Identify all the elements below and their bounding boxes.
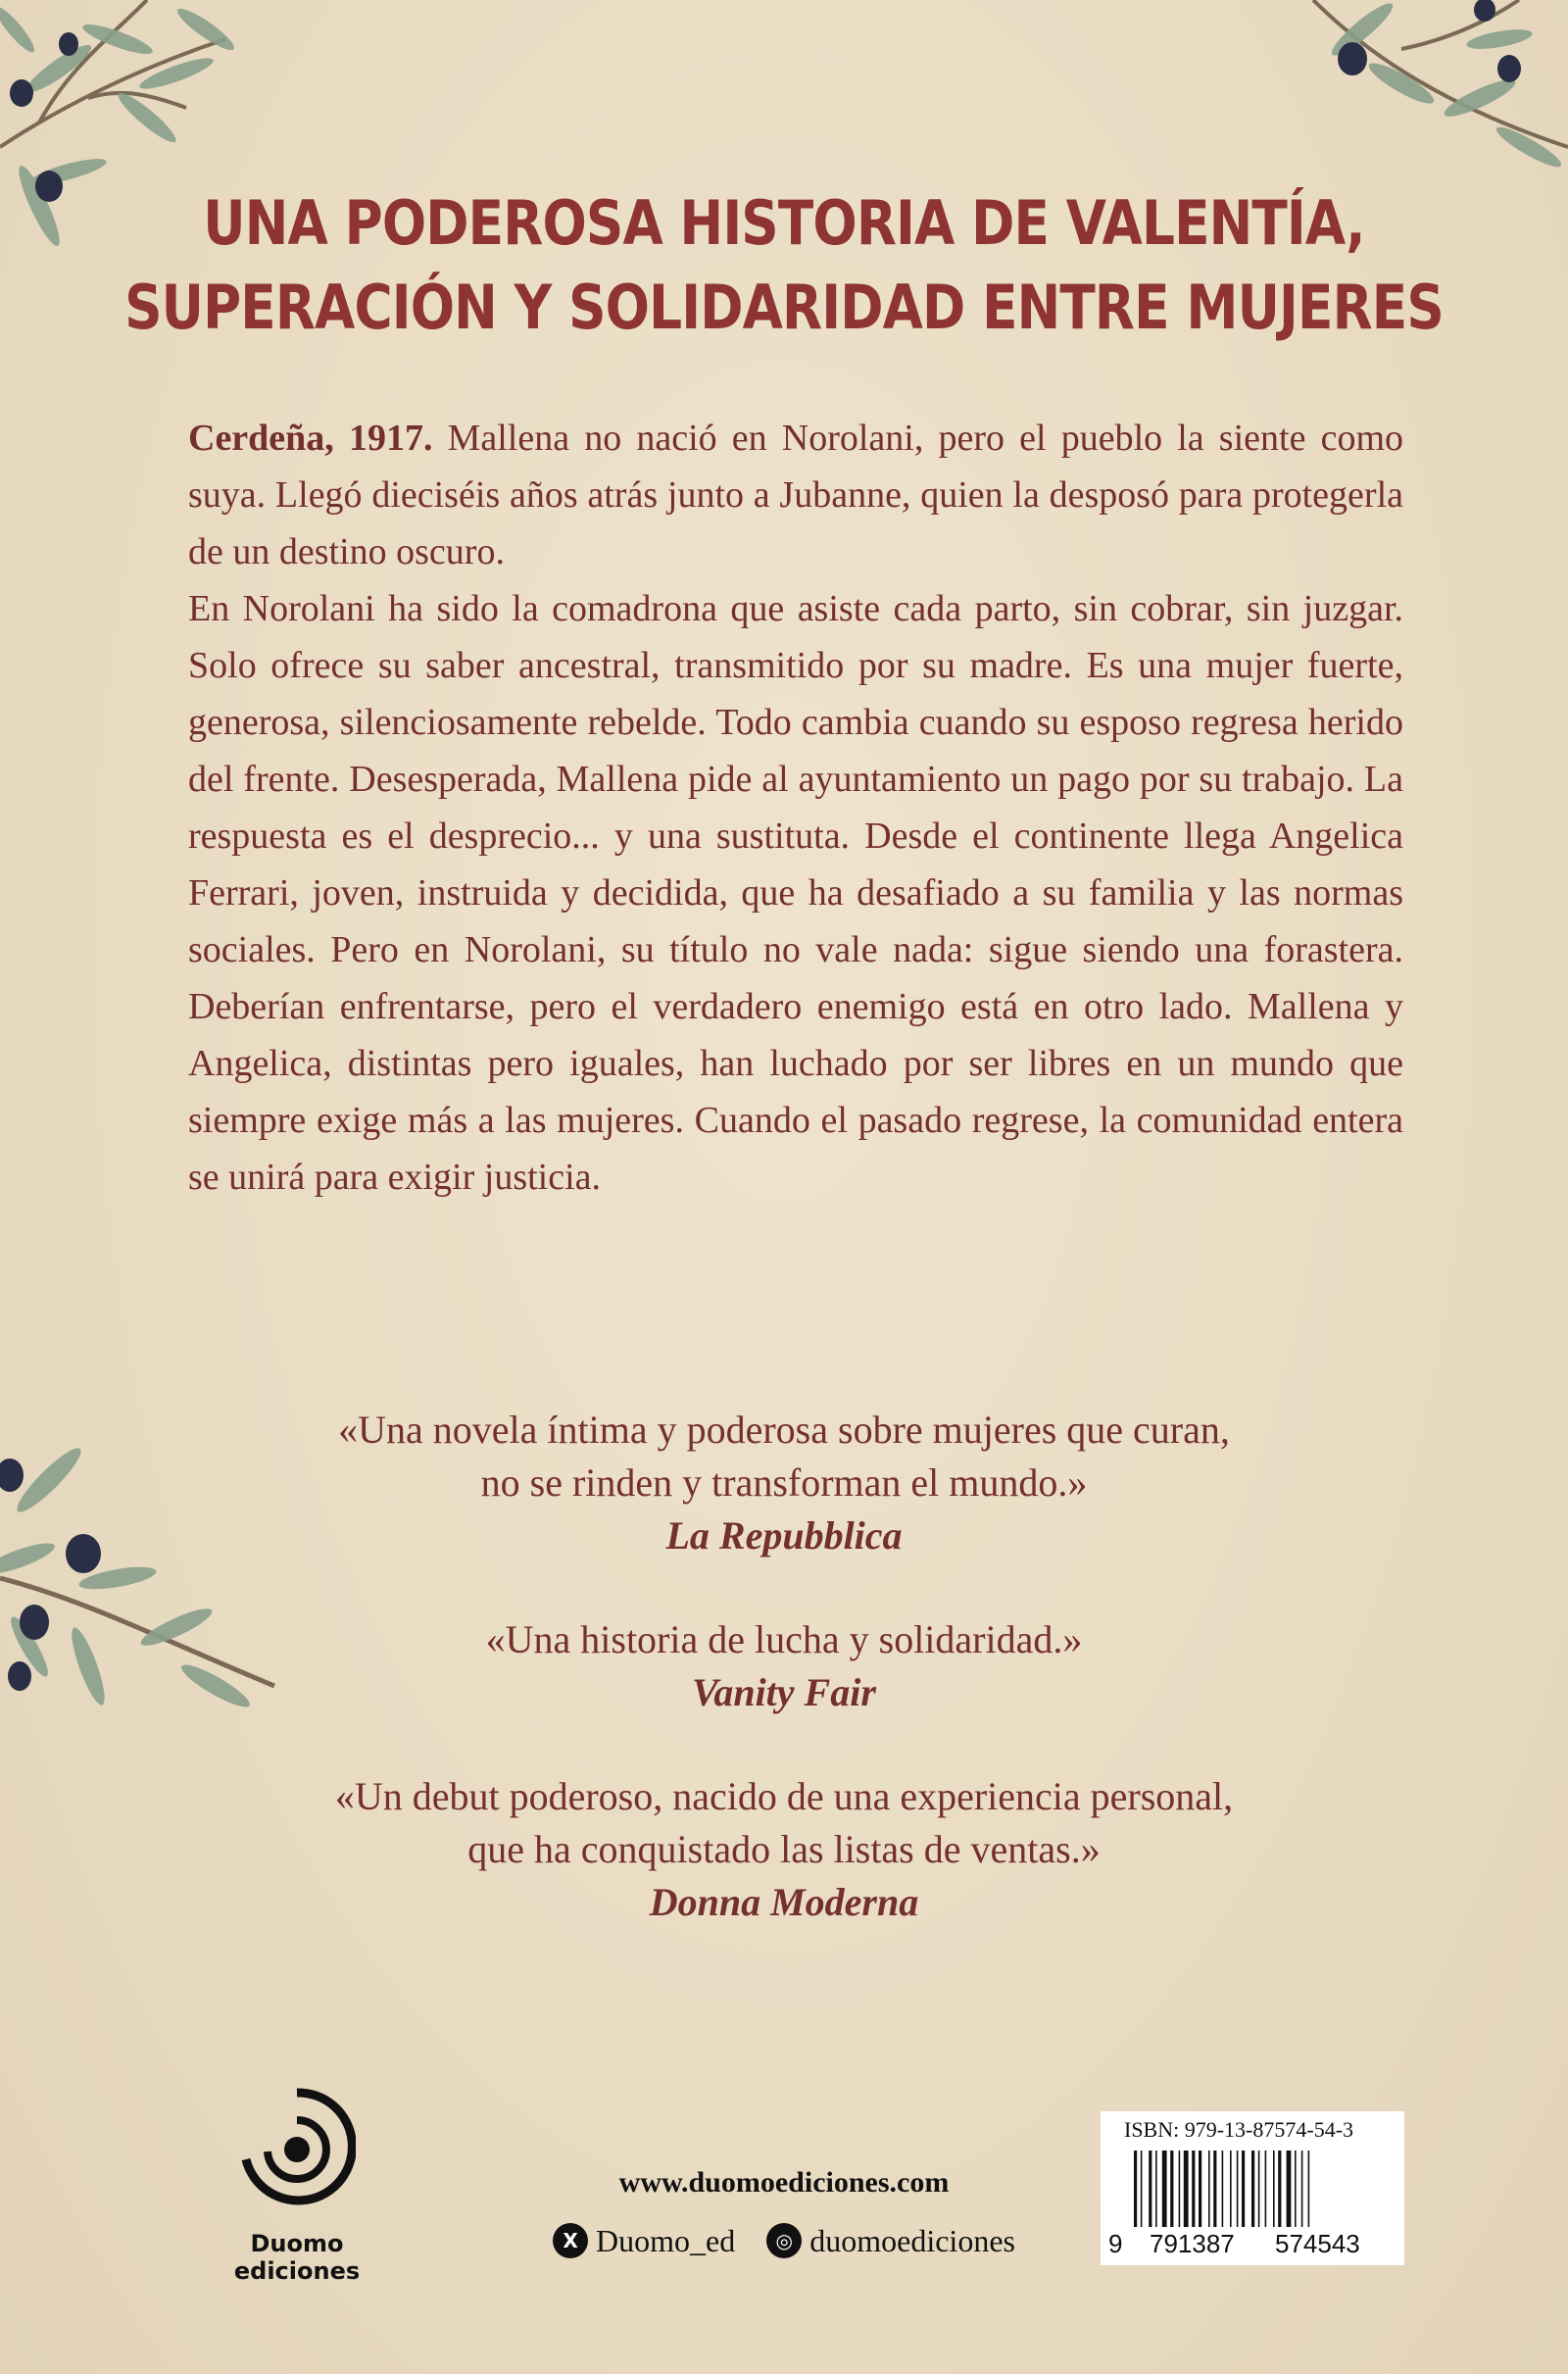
isbn-label: ISBN: 979-13-87574-54-3: [1124, 2117, 1354, 2142]
barcode-icon: [1134, 2151, 1379, 2227]
quote-source: Vanity Fair: [692, 1670, 876, 1714]
barcode-digits-group-2: 574543: [1275, 2229, 1360, 2258]
twitter-link[interactable]: [553, 2223, 735, 2259]
x-icon: X: [553, 2223, 588, 2258]
review-quote: [0, 1770, 1568, 1929]
quote-source: La Repubblica: [665, 1513, 903, 1558]
barcode-digit-first: 9: [1108, 2229, 1123, 2258]
publisher-website[interactable]: www.duomoediciones.com: [618, 2166, 950, 2199]
barcode: [1101, 2111, 1404, 2265]
synopsis-lead: Cerdeña, 1917.: [188, 418, 433, 459]
barcode-digits-group-1: 791387: [1150, 2229, 1235, 2258]
quote-line: «Una historia de lucha y solidaridad.»: [485, 1617, 1083, 1661]
instagram-handle: duomoediciones: [809, 2222, 1015, 2258]
instagram-icon: ◎: [766, 2223, 802, 2258]
headline-line-2: SUPERACIÓN Y SOLIDARIDAD ENTRE MUJERES: [124, 272, 1444, 343]
quote-line: no se rinden y transforman el mundo.»: [480, 1460, 1088, 1505]
publisher-name: Duomo ediciones: [233, 2230, 361, 2285]
headline-line-1: UNA PODEROSA HISTORIA DE VALENTÍA,: [203, 187, 1365, 259]
synopsis-paragraph-2: En Norolani ha sido la comadrona que asiste cada parto, sin cobrar, sin juzgar. Solo ofrece su saber ancestral, transmitido por su madre. Es una mujer fuerte, generosa, silenciosamente rebelde. Todo cambia cuando su esposo regresa herido del frente. Desesperada, Mallena pide al ayuntamiento un pago por su trabajo. La respuesta es el desprecio... y una sustituta. Desde el continente llega Angelica Ferrari, joven, instruida y decidida, que ha desafiado a su familia y las normas sociales. Pero en Norolani, su título no vale nada: sigue siendo una forastera. Deberían enfrentarse, pero el verdadero enemigo está en otro lado. Mallena y Angelica, distintas pero iguales, han luchado por ser libres en un mundo que siempre exige más a las mujeres. Cuando el pasado regrese, la comunidad entera se unirá para exigir justicia.: [188, 588, 1403, 1198]
quote-line: que ha conquistado las listas de ventas.»: [467, 1827, 1101, 1871]
synopsis-paragraph-1: [188, 410, 1403, 580]
twitter-handle: Duomo_ed: [596, 2222, 736, 2258]
quote-source: Donna Moderna: [649, 1880, 919, 1924]
review-quotes: [0, 1404, 1568, 1980]
review-quote: [0, 1404, 1568, 1562]
synopsis: [188, 410, 1403, 1206]
review-quote: [0, 1613, 1568, 1719]
headline: [110, 181, 1458, 350]
quote-line: «Una novela íntima y poderosa sobre mujeres que curan,: [338, 1408, 1230, 1452]
quote-line: «Un debut poderoso, nacido de una experiencia personal,: [334, 1774, 1234, 1818]
instagram-link[interactable]: [766, 2223, 1015, 2259]
synopsis-p1-text: Mallena no nació en Norolani, pero el pueblo la siente como suya. Llegó dieciséis años atrás junto a Jubanne, quien la desposó para protegerla de un destino oscuro.: [188, 418, 1404, 572]
